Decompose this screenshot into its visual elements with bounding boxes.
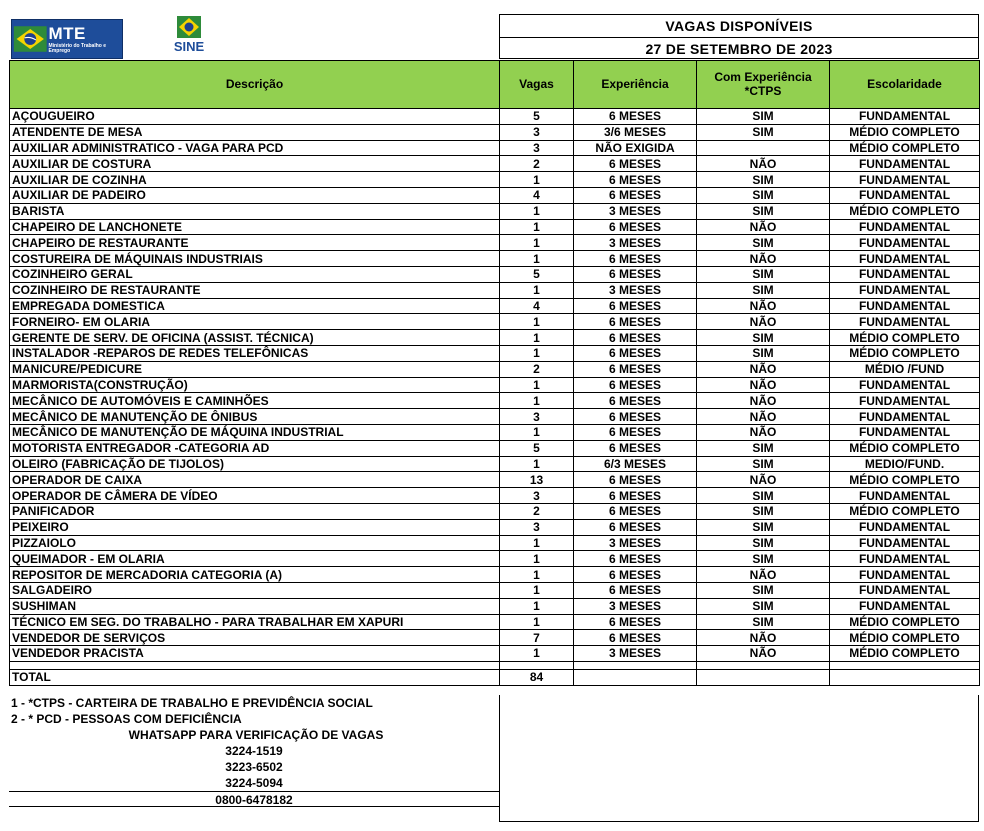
table-row — [10, 330, 980, 346]
cell-ctps: NÃO — [697, 646, 830, 662]
cell-experiencia: 3 MESES — [574, 598, 697, 614]
cell-experiencia: 6 MESES — [574, 503, 697, 519]
cell-ctps: SIM — [697, 235, 830, 251]
total-row — [10, 669, 980, 685]
phone-list — [9, 743, 499, 791]
cell-experiencia: 6 MESES — [574, 172, 697, 188]
cell-vagas: 1 — [500, 567, 574, 583]
brazil-flag-icon — [12, 21, 48, 57]
table-row — [10, 314, 980, 330]
cell-descricao: MARMORISTA(CONSTRUÇÃO) — [10, 377, 500, 393]
cell-escolaridade: FUNDAMENTAL — [830, 109, 980, 125]
cell-descricao: PIZZAIOLO — [10, 535, 500, 551]
cell-vagas: 5 — [500, 266, 574, 282]
cell-experiencia: 6 MESES — [574, 440, 697, 456]
logo-area — [9, 14, 499, 60]
page-title: VAGAS DISPONÍVEIS — [500, 15, 978, 38]
cell-escolaridade: MÉDIO COMPLETO — [830, 345, 980, 361]
cell-ctps: NÃO — [697, 156, 830, 172]
cell-ctps: NÃO — [697, 219, 830, 235]
cell-vagas: 1 — [500, 377, 574, 393]
cell-ctps: SIM — [697, 598, 830, 614]
cell-descricao: OPERADOR DE CÂMERA DE VÍDEO — [10, 488, 500, 504]
cell-vagas: 4 — [500, 298, 574, 314]
cell-ctps: NÃO — [697, 314, 830, 330]
cell-experiencia: 6 MESES — [574, 409, 697, 425]
cell-escolaridade: MÉDIO COMPLETO — [830, 203, 980, 219]
cell-descricao: FORNEIRO- EM OLARIA — [10, 314, 500, 330]
cell-ctps: SIM — [697, 488, 830, 504]
cell-experiencia: 3 MESES — [574, 646, 697, 662]
cell-descricao: MECÂNICO DE AUTOMÓVEIS E CAMINHÕES — [10, 393, 500, 409]
table-row — [10, 124, 980, 140]
table-row — [10, 551, 980, 567]
cell-descricao: SUSHIMAN — [10, 598, 500, 614]
cell-experiencia: 6 MESES — [574, 551, 697, 567]
cell-experiencia: 3 MESES — [574, 203, 697, 219]
cell-ctps: NÃO — [697, 393, 830, 409]
cell-ctps: SIM — [697, 519, 830, 535]
cell-experiencia: 6 MESES — [574, 519, 697, 535]
cell-escolaridade: MÉDIO COMPLETO — [830, 614, 980, 630]
toll-free-number: 0800-6478182 — [9, 791, 499, 807]
cell-ctps: SIM — [697, 614, 830, 630]
table-row — [10, 187, 980, 203]
cell-escolaridade: FUNDAMENTAL — [830, 567, 980, 583]
header-com-experiencia-ctps: Com Experiência *CTPS — [697, 61, 830, 109]
cell-experiencia: 6 MESES — [574, 361, 697, 377]
cell-experiencia: 3 MESES — [574, 235, 697, 251]
table-body — [10, 109, 980, 670]
table-row — [10, 235, 980, 251]
table-row — [10, 488, 980, 504]
table-row — [10, 172, 980, 188]
cell-escolaridade: FUNDAMENTAL — [830, 314, 980, 330]
cell-escolaridade: FUNDAMENTAL — [830, 266, 980, 282]
cell-vagas: 1 — [500, 598, 574, 614]
cell-descricao: PANIFICADOR — [10, 503, 500, 519]
cell-descricao: CHAPEIRO DE LANCHONETE — [10, 219, 500, 235]
cell-experiencia: 6 MESES — [574, 472, 697, 488]
table-row — [10, 582, 980, 598]
cell-vagas: 1 — [500, 345, 574, 361]
table-row — [10, 361, 980, 377]
cell-ctps: SIM — [697, 109, 830, 125]
cell-ctps: SIM — [697, 551, 830, 567]
cell-descricao: PEIXEIRO — [10, 519, 500, 535]
cell-vagas: 1 — [500, 235, 574, 251]
mte-logo — [11, 19, 123, 59]
cell-vagas: 13 — [500, 472, 574, 488]
cell-escolaridade: FUNDAMENTAL — [830, 535, 980, 551]
table-row — [10, 203, 980, 219]
cell-descricao: BARISTA — [10, 203, 500, 219]
cell-vagas: 1 — [500, 314, 574, 330]
table-spacer-row — [10, 661, 980, 669]
cell-descricao: AUXILIAR DE COZINHA — [10, 172, 500, 188]
cell-ctps: SIM — [697, 282, 830, 298]
cell-vagas: 1 — [500, 456, 574, 472]
cell-descricao: EMPREGADA DOMESTICA — [10, 298, 500, 314]
cell-descricao: COSTUREIRA DE MÁQUINAIS INDUSTRIAIS — [10, 251, 500, 267]
cell-descricao: QUEIMADOR - EM OLARIA — [10, 551, 500, 567]
cell-ctps — [697, 140, 830, 156]
cell-escolaridade: FUNDAMENTAL — [830, 551, 980, 567]
cell-escolaridade: MÉDIO COMPLETO — [830, 503, 980, 519]
cell-escolaridade: FUNDAMENTAL — [830, 251, 980, 267]
cell-escolaridade: FUNDAMENTAL — [830, 393, 980, 409]
cell-ctps: NÃO — [697, 251, 830, 267]
cell-descricao: GERENTE DE SERV. DE OFICINA (ASSIST. TÉCNICA) — [10, 330, 500, 346]
cell-escolaridade: FUNDAMENTAL — [830, 187, 980, 203]
cell-experiencia: 6 MESES — [574, 614, 697, 630]
cell-vagas: 1 — [500, 614, 574, 630]
cell-escolaridade: FUNDAMENTAL — [830, 377, 980, 393]
cell-escolaridade: MÉDIO COMPLETO — [830, 330, 980, 346]
cell-escolaridade: MEDIO/FUND. — [830, 456, 980, 472]
cell-vagas: 1 — [500, 251, 574, 267]
cell-experiencia: 6 MESES — [574, 488, 697, 504]
jobs-table — [9, 60, 980, 686]
cell-ctps: SIM — [697, 203, 830, 219]
cell-descricao: AÇOUGUEIRO — [10, 109, 500, 125]
cell-descricao: VENDEDOR PRACISTA — [10, 646, 500, 662]
cell-descricao: SALGADEIRO — [10, 582, 500, 598]
cell-escolaridade: FUNDAMENTAL — [830, 488, 980, 504]
cell-vagas: 1 — [500, 551, 574, 567]
cell-escolaridade: MÉDIO COMPLETO — [830, 440, 980, 456]
cell-descricao: MECÂNICO DE MANUTENÇÃO DE MÁQUINA INDUSTRIAL — [10, 424, 500, 440]
cell-ctps: SIM — [697, 330, 830, 346]
cell-vagas: 1 — [500, 282, 574, 298]
cell-ctps: NÃO — [697, 361, 830, 377]
cell-ctps: NÃO — [697, 298, 830, 314]
table-row — [10, 393, 980, 409]
cell-escolaridade: FUNDAMENTAL — [830, 282, 980, 298]
cell-ctps: NÃO — [697, 630, 830, 646]
table-row — [10, 519, 980, 535]
footnote-pcd: 2 - * PCD - PESSOAS COM DEFICIÊNCIA — [11, 712, 242, 726]
total-empty-cell — [830, 669, 980, 685]
cell-experiencia: 6 MESES — [574, 219, 697, 235]
table-row — [10, 630, 980, 646]
cell-ctps: NÃO — [697, 567, 830, 583]
total-empty-cell — [574, 669, 697, 685]
cell-vagas: 2 — [500, 503, 574, 519]
phone-number: 3224-1519 — [225, 744, 283, 758]
cell-ctps: NÃO — [697, 409, 830, 425]
cell-ctps: SIM — [697, 503, 830, 519]
table-row — [10, 377, 980, 393]
cell-ctps: SIM — [697, 124, 830, 140]
header-experiencia: Experiência — [574, 61, 697, 109]
cell-escolaridade: FUNDAMENTAL — [830, 298, 980, 314]
table-row — [10, 219, 980, 235]
table-row — [10, 472, 980, 488]
cell-escolaridade: FUNDAMENTAL — [830, 598, 980, 614]
cell-escolaridade: MÉDIO COMPLETO — [830, 140, 980, 156]
cell-experiencia: 6 MESES — [574, 266, 697, 282]
cell-descricao: MANICURE/PEDICURE — [10, 361, 500, 377]
cell-descricao: COZINHEIRO GERAL — [10, 266, 500, 282]
cell-escolaridade: FUNDAMENTAL — [830, 582, 980, 598]
cell-descricao: AUXILIAR DE PADEIRO — [10, 187, 500, 203]
cell-descricao: MECÂNICO DE MANUTENÇÃO DE ÔNIBUS — [10, 409, 500, 425]
total-value: 84 — [500, 669, 574, 685]
table-row — [10, 646, 980, 662]
cell-experiencia: 6/3 MESES — [574, 456, 697, 472]
footer — [9, 695, 499, 807]
table-row — [10, 567, 980, 583]
cell-descricao: MOTORISTA ENTREGADOR -CATEGORIA AD — [10, 440, 500, 456]
cell-vagas: 1 — [500, 203, 574, 219]
cell-vagas: 7 — [500, 630, 574, 646]
header-descricao: Descrição — [10, 61, 500, 109]
cell-vagas: 2 — [500, 361, 574, 377]
cell-experiencia: 6 MESES — [574, 567, 697, 583]
cell-experiencia: 6 MESES — [574, 314, 697, 330]
cell-vagas: 5 — [500, 109, 574, 125]
cell-vagas: 1 — [500, 172, 574, 188]
cell-vagas: 3 — [500, 140, 574, 156]
cell-experiencia: 6 MESES — [574, 251, 697, 267]
footer-right-frame — [499, 695, 979, 822]
total-label: TOTAL — [10, 669, 500, 685]
table-row — [10, 503, 980, 519]
cell-escolaridade: MÉDIO COMPLETO — [830, 124, 980, 140]
cell-escolaridade: MÉDIO COMPLETO — [830, 630, 980, 646]
header-vagas: Vagas — [500, 61, 574, 109]
cell-experiencia: 6 MESES — [574, 330, 697, 346]
table-row — [10, 109, 980, 125]
cell-vagas: 1 — [500, 535, 574, 551]
header-escolaridade: Escolaridade — [830, 61, 980, 109]
cell-descricao: VENDEDOR DE SERVIÇOS — [10, 630, 500, 646]
cell-escolaridade: FUNDAMENTAL — [830, 219, 980, 235]
cell-vagas: 1 — [500, 646, 574, 662]
cell-vagas: 3 — [500, 124, 574, 140]
cell-experiencia: 3/6 MESES — [574, 124, 697, 140]
cell-descricao: OPERADOR DE CAIXA — [10, 472, 500, 488]
cell-escolaridade: FUNDAMENTAL — [830, 172, 980, 188]
cell-vagas: 1 — [500, 219, 574, 235]
footnote-ctps: 1 - *CTPS - CARTEIRA DE TRABALHO E PREVIDÊNCIA SOCIAL — [11, 696, 373, 710]
phone-number: 3224-5094 — [225, 776, 283, 790]
cell-experiencia: 6 MESES — [574, 630, 697, 646]
sine-logo-text: SINE — [173, 39, 205, 54]
cell-escolaridade: MÉDIO COMPLETO — [830, 646, 980, 662]
total-empty-cell — [697, 669, 830, 685]
cell-ctps: SIM — [697, 266, 830, 282]
cell-descricao: TÉCNICO EM SEG. DO TRABALHO - PARA TRABALHAR EM XAPURI — [10, 614, 500, 630]
table-row — [10, 440, 980, 456]
cell-vagas: 2 — [500, 156, 574, 172]
cell-experiencia: 6 MESES — [574, 298, 697, 314]
cell-descricao: OLEIRO (FABRICAÇÃO DE TIJOLOS) — [10, 456, 500, 472]
cell-ctps: SIM — [697, 535, 830, 551]
table-row — [10, 251, 980, 267]
cell-vagas: 1 — [500, 424, 574, 440]
cell-experiencia: 6 MESES — [574, 424, 697, 440]
table-row — [10, 456, 980, 472]
cell-escolaridade: FUNDAMENTAL — [830, 235, 980, 251]
cell-experiencia: 3 MESES — [574, 535, 697, 551]
cell-experiencia: 6 MESES — [574, 345, 697, 361]
table-row — [10, 156, 980, 172]
cell-ctps: SIM — [697, 172, 830, 188]
cell-vagas: 3 — [500, 488, 574, 504]
cell-experiencia: 6 MESES — [574, 377, 697, 393]
cell-vagas: 1 — [500, 330, 574, 346]
table-row — [10, 266, 980, 282]
cell-vagas: 1 — [500, 393, 574, 409]
sine-logo — [167, 15, 211, 61]
table-header-row — [10, 61, 980, 109]
table-row — [10, 282, 980, 298]
cell-vagas: 1 — [500, 582, 574, 598]
table-row — [10, 614, 980, 630]
cell-descricao: CHAPEIRO DE RESTAURANTE — [10, 235, 500, 251]
cell-experiencia: 6 MESES — [574, 393, 697, 409]
table-row — [10, 345, 980, 361]
cell-escolaridade: FUNDAMENTAL — [830, 519, 980, 535]
cell-escolaridade: FUNDAMENTAL — [830, 409, 980, 425]
cell-descricao: REPOSITOR DE MERCADORIA CATEGORIA (A) — [10, 567, 500, 583]
table-row — [10, 598, 980, 614]
table-row — [10, 424, 980, 440]
mte-logo-text: MTE — [48, 23, 86, 43]
phone-number: 3223-6502 — [225, 760, 283, 774]
cell-escolaridade: MÉDIO COMPLETO — [830, 472, 980, 488]
cell-experiencia: 6 MESES — [574, 156, 697, 172]
cell-descricao: INSTALADOR -REPAROS DE REDES TELEFÔNICAS — [10, 345, 500, 361]
cell-experiencia: 6 MESES — [574, 109, 697, 125]
cell-descricao: AUXILIAR ADMINISTRATICO - VAGA PARA PCD — [10, 140, 500, 156]
cell-experiencia: NÃO EXIGIDA — [574, 140, 697, 156]
cell-ctps: NÃO — [697, 377, 830, 393]
cell-ctps: SIM — [697, 456, 830, 472]
sine-flag-icon — [167, 15, 211, 41]
cell-ctps: SIM — [697, 440, 830, 456]
whatsapp-label: WHATSAPP PARA VERIFICAÇÃO DE VAGAS — [128, 728, 384, 742]
cell-experiencia: 3 MESES — [574, 282, 697, 298]
table-row — [10, 140, 980, 156]
cell-vagas: 5 — [500, 440, 574, 456]
table-row — [10, 409, 980, 425]
cell-ctps: NÃO — [697, 472, 830, 488]
table-row — [10, 535, 980, 551]
cell-descricao: ATENDENTE DE MESA — [10, 124, 500, 140]
cell-vagas: 3 — [500, 409, 574, 425]
cell-experiencia: 6 MESES — [574, 187, 697, 203]
cell-experiencia: 6 MESES — [574, 582, 697, 598]
cell-ctps: SIM — [697, 345, 830, 361]
title-box — [499, 14, 979, 59]
cell-ctps: SIM — [697, 187, 830, 203]
page-date: 27 DE SETEMBRO DE 2023 — [645, 41, 833, 57]
cell-escolaridade: FUNDAMENTAL — [830, 424, 980, 440]
cell-escolaridade: MÉDIO /FUND — [830, 361, 980, 377]
cell-ctps: NÃO — [697, 424, 830, 440]
cell-ctps: SIM — [697, 582, 830, 598]
cell-vagas: 3 — [500, 519, 574, 535]
cell-descricao: COZINHEIRO DE RESTAURANTE — [10, 282, 500, 298]
cell-escolaridade: FUNDAMENTAL — [830, 156, 980, 172]
cell-descricao: AUXILIAR DE COSTURA — [10, 156, 500, 172]
cell-vagas: 4 — [500, 187, 574, 203]
mte-logo-subtext: Ministério do Trabalho e Emprego — [48, 42, 106, 54]
table-row — [10, 298, 980, 314]
